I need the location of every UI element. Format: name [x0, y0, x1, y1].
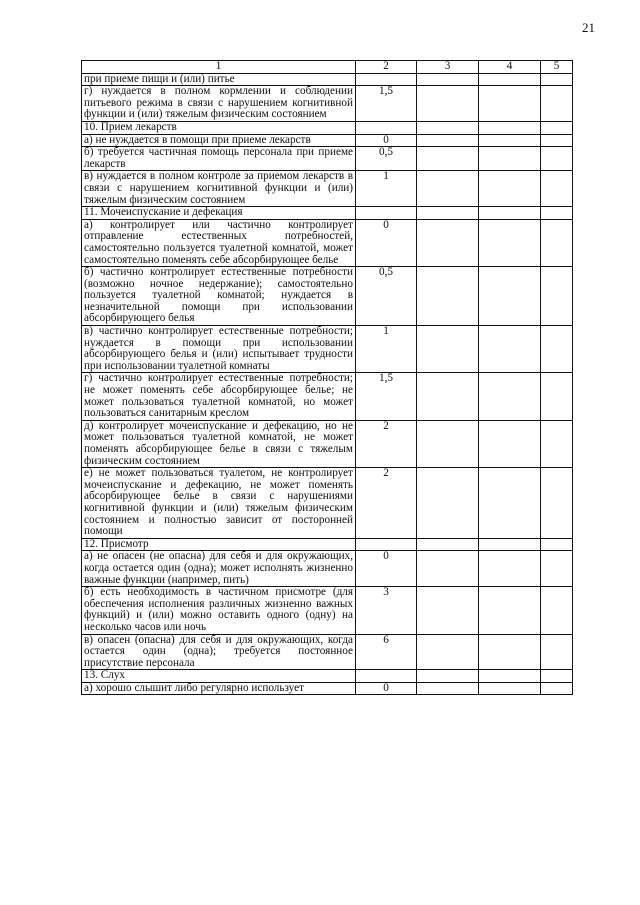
column-header-1: 1: [82, 61, 356, 74]
section-title: 13. Слух: [82, 670, 356, 683]
empty-cell: [417, 326, 479, 373]
empty-cell: [356, 207, 417, 220]
empty-cell: [541, 86, 573, 122]
item-description: д) контролирует мочеиспускание и дефекацию, но не может пользоваться туалетной комнатой, не может поменять абсорбирующее белье в связи с тяжелым физическим состоянием: [82, 420, 356, 467]
table-row: [82, 373, 573, 420]
item-score: 1: [356, 326, 417, 373]
empty-cell: [541, 551, 573, 587]
item-description: е) не может пользоваться туалетом, не контролирует мочеиспускание и дефекацию, не может поменять абсорбирующее белье в связи с нарушениями когнитивной функции и (или) тяжелым физическим состоянием и полностью зависит от посторонней помощи: [82, 468, 356, 539]
item-description: при приеме пищи и (или) питье: [82, 73, 356, 86]
empty-cell: [541, 171, 573, 207]
empty-cell: [541, 420, 573, 467]
empty-cell: [479, 326, 541, 373]
empty-cell: [479, 634, 541, 670]
section-row: [82, 670, 573, 683]
empty-cell: [479, 551, 541, 587]
section-row: [82, 121, 573, 134]
section-title: 11. Мочеиспускание и дефекация: [82, 207, 356, 220]
item-description: в) нуждается в полном контроле за приемом лекарств в связи с нарушением когнитивной функции и (или) тяжелым физическим состоянием: [82, 171, 356, 207]
section-row: [82, 538, 573, 551]
item-score: 1,5: [356, 373, 417, 420]
empty-cell: [417, 634, 479, 670]
empty-cell: [417, 468, 479, 539]
item-score: 1,5: [356, 86, 417, 122]
table-row: [82, 587, 573, 634]
empty-cell: [356, 121, 417, 134]
empty-cell: [541, 73, 573, 86]
item-description: а) не нуждается в помощи при приеме лекарств: [82, 134, 356, 147]
item-description: а) хорошо слышит либо регулярно использует: [82, 682, 356, 695]
table-row: [82, 86, 573, 122]
column-header-2: 2: [356, 61, 417, 74]
empty-cell: [479, 121, 541, 134]
item-description: б) частично контролирует естественные потребности (возможно ночное недержание); самостоятельно пользуется туалетной комнатой; нуждается в незначительной помощи при использовании абсорбирующего белья: [82, 267, 356, 326]
column-header-3: 3: [417, 61, 479, 74]
table-header-row: [82, 61, 573, 74]
empty-cell: [417, 670, 479, 683]
empty-cell: [417, 538, 479, 551]
empty-cell: [479, 420, 541, 467]
empty-cell: [479, 373, 541, 420]
empty-cell: [356, 538, 417, 551]
item-score: 3: [356, 587, 417, 634]
empty-cell: [417, 551, 479, 587]
empty-cell: [417, 207, 479, 220]
empty-cell: [479, 207, 541, 220]
empty-cell: [541, 587, 573, 634]
empty-cell: [479, 73, 541, 86]
empty-cell: [541, 267, 573, 326]
section-row: [82, 207, 573, 220]
empty-cell: [417, 219, 479, 266]
empty-cell: [541, 373, 573, 420]
item-description: а) не опасен (не опасна) для себя и для окружающих, когда остается один (одна); может исполнять жизненно важные функции (например, пить): [82, 551, 356, 587]
empty-cell: [417, 171, 479, 207]
empty-cell: [479, 682, 541, 695]
table-row: [82, 551, 573, 587]
empty-cell: [356, 670, 417, 683]
item-score: 0: [356, 219, 417, 266]
empty-cell: [541, 121, 573, 134]
table-row: [82, 73, 573, 86]
empty-cell: [417, 147, 479, 171]
item-score: 2: [356, 420, 417, 467]
item-score: 1: [356, 171, 417, 207]
item-score: 6: [356, 634, 417, 670]
table-row: [82, 134, 573, 147]
item-score: 0: [356, 134, 417, 147]
empty-cell: [541, 326, 573, 373]
empty-cell: [479, 670, 541, 683]
empty-cell: [417, 86, 479, 122]
table-row: [82, 326, 573, 373]
section-title: 12. Присмотр: [82, 538, 356, 551]
item-score: 0,5: [356, 147, 417, 171]
empty-cell: [541, 538, 573, 551]
empty-cell: [417, 267, 479, 326]
item-description: б) требуется частичная помощь персонала при приеме лекарств: [82, 147, 356, 171]
table-row: [82, 171, 573, 207]
empty-cell: [479, 171, 541, 207]
empty-cell: [479, 219, 541, 266]
empty-cell: [479, 468, 541, 539]
column-header-5: 5: [541, 61, 573, 74]
table-row: [82, 634, 573, 670]
empty-cell: [479, 538, 541, 551]
empty-cell: [417, 121, 479, 134]
empty-cell: [417, 587, 479, 634]
empty-cell: [479, 134, 541, 147]
item-description: а) контролирует или частично контролирует отправление естественных потребностей, самостоятельно пользуется туалетной комнатой, может самостоятельно поменять себе абсорбирующее белье: [82, 219, 356, 266]
empty-cell: [479, 86, 541, 122]
empty-cell: [479, 267, 541, 326]
empty-cell: [417, 420, 479, 467]
table-row: [82, 147, 573, 171]
empty-cell: [541, 468, 573, 539]
empty-cell: [479, 587, 541, 634]
item-score: [356, 73, 417, 86]
item-description: г) нуждается в полном кормлении и соблюдении питьевого режима в связи с нарушением когнитивной функции и (или) тяжелым физическим состоянием: [82, 86, 356, 122]
item-score: 0,5: [356, 267, 417, 326]
item-description: в) опасен (опасна) для себя и для окружающих, когда остается один (одна); требуется постоянное присутствие персонала: [82, 634, 356, 670]
item-description: б) есть необходимость в частичном присмотре (для обеспечения исполнения различных жизненно важных функций) и (или) можно оставить одного (одну) на несколько часов или ночь: [82, 587, 356, 634]
table-row: [82, 219, 573, 266]
table-row: [82, 267, 573, 326]
table-row: [82, 682, 573, 695]
empty-cell: [541, 670, 573, 683]
empty-cell: [541, 134, 573, 147]
item-score: 0: [356, 551, 417, 587]
empty-cell: [479, 147, 541, 171]
empty-cell: [541, 219, 573, 266]
table-row: [82, 420, 573, 467]
empty-cell: [541, 207, 573, 220]
empty-cell: [541, 147, 573, 171]
item-description: г) частично контролирует естественные потребности; не может поменять себе абсорбирующее белье; не может пользоваться туалетной комнатой, но может пользоваться санитарным креслом: [82, 373, 356, 420]
empty-cell: [417, 134, 479, 147]
assessment-table: [81, 60, 573, 695]
empty-cell: [417, 73, 479, 86]
table-row: [82, 468, 573, 539]
item-score: 2: [356, 468, 417, 539]
item-score: 0: [356, 682, 417, 695]
column-header-4: 4: [479, 61, 541, 74]
empty-cell: [541, 634, 573, 670]
page-number: 21: [582, 20, 595, 35]
empty-cell: [417, 682, 479, 695]
item-description: в) частично контролирует естественные потребности; нуждается в помощи при использовании абсорбирующего белья и (или) испытывает трудности при использовании туалетной комнаты: [82, 326, 356, 373]
empty-cell: [417, 373, 479, 420]
section-title: 10. Прием лекарств: [82, 121, 356, 134]
empty-cell: [541, 682, 573, 695]
